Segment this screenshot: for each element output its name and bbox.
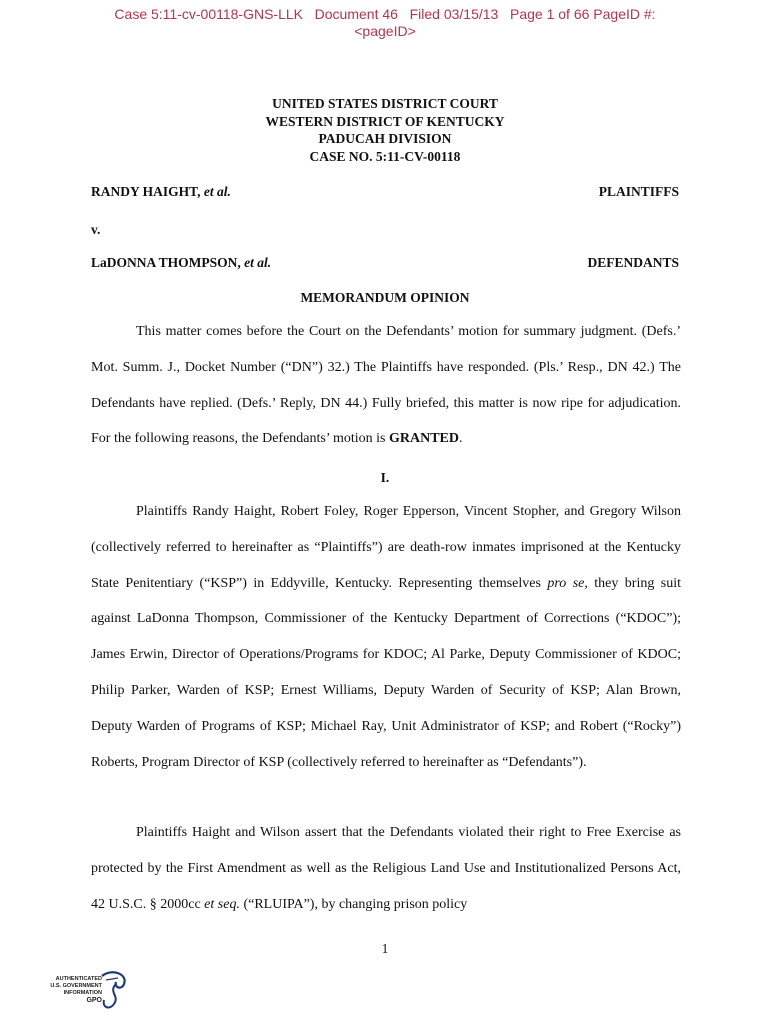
plaintiff-etal: et al.: [203, 184, 231, 199]
court-caption: [0, 95, 770, 165]
gpo-line2: U.S. GOVERNMENT: [50, 983, 102, 989]
court-division: PADUCAH DIVISION: [318, 131, 452, 146]
gpo-line3: INFORMATION: [63, 990, 102, 996]
court-district: WESTERN DISTRICT OF KENTUCKY: [265, 113, 505, 129]
paragraph-claims-text-b: (“RLUIPA”), by changing prison policy: [239, 896, 468, 912]
paragraph-intro-end: .: [458, 431, 463, 447]
memo-title: MEMORANDUM OPINION: [300, 290, 470, 305]
paragraph-parties-text-b: , they bring suit against LaDonna Thompson, Commissioner of the Kentucky Department of Corrections (“KDOC”); James Erwin, Director of Operations/Programs for KDOC; Al Parke, Deputy Commissioner of KDOC; Philip Parker, Warden of KSP; Ernest Williams, Deputy Warden of Security of KSP; Alan Brown, Deputy Warden of Programs of KSP; Michael Ray, Unit Administrator of KSP; and Robert (“Rocky”) Roberts, Program Director of KSP (collectively referred to hereinafter as “Defendants”).: [91, 575, 681, 770]
paragraph-parties-italic: pro se: [547, 575, 585, 591]
defendant-etal: et al.: [244, 255, 272, 270]
case-number: CASE NO. 5:11-CV-00118: [309, 148, 461, 164]
paragraph-claims: [91, 815, 681, 922]
plaintiff-role: PLAINTIFFS: [598, 184, 679, 199]
paragraph-parties-text-a: Plaintiffs Randy Haight, Robert Foley, Roger Epperson, Vincent Stopher, and Gregory Wilson (collectively referred to hereinafter as “Plaintiffs”) are death-row inmates imprisoned at the Kentucky State Penitentiary (“KSP”) in Eddyville, Kentucky. Representing themselves: [91, 504, 681, 591]
page-number: 1: [381, 941, 389, 956]
paragraph-intro: [91, 314, 681, 457]
gpo-authentication-seal: [40, 970, 140, 1015]
versus: v.: [91, 222, 101, 237]
gpo-line4: GPO: [86, 997, 102, 1004]
gpo-line1: AUTHENTICATED: [55, 976, 102, 982]
defendant-name-text: LaDONNA THOMPSON,: [91, 255, 241, 270]
defendant-role: DEFENDANTS: [587, 255, 679, 270]
defendant-name: [91, 255, 271, 271]
gpo-eagle-icon: [98, 970, 132, 1014]
gpo-seal-text: [42, 976, 102, 1004]
plaintiff-name: [91, 184, 231, 200]
paragraph-intro-text: This matter comes before the Court on the Defendants’ motion for summary judgment. (Defs.’ Mot. Summ. J., Docket Number (“DN”) 32.) The Plaintiffs have responded. (Pls.’ Resp., DN 42.) The Defendants have replied. (Defs.’ Reply, DN 44.) Fully briefed, this matter is now ripe for adjudication. For the following reasons, the Defendants’ motion is: [91, 324, 681, 447]
paragraph-intro-emphasis: GRANTED: [388, 431, 459, 447]
paragraph-parties: [91, 494, 681, 780]
case-header-line2: <pageID>: [354, 23, 416, 39]
paragraph-claims-text-a: Plaintiffs Haight and Wilson assert that the Defendants violated their right to Free Exercise as protected by the First Amendment as well as the Religious Land Use and Institutionalized Persons Act, 42 U.S.C. § 2000cc: [91, 825, 681, 912]
paragraph-claims-italic: et seq.: [204, 896, 240, 912]
case-header-line1: Case 5:11-cv-00118-GNS-LLK Document 46 Filed 03/15/13 Page 1 of 66 PageID #:: [114, 6, 656, 22]
court-name: UNITED STATES DISTRICT COURT: [272, 96, 498, 111]
case-header: [0, 6, 770, 40]
section-heading: I.: [380, 470, 390, 485]
plaintiff-name-text: RANDY HAIGHT,: [91, 184, 201, 199]
